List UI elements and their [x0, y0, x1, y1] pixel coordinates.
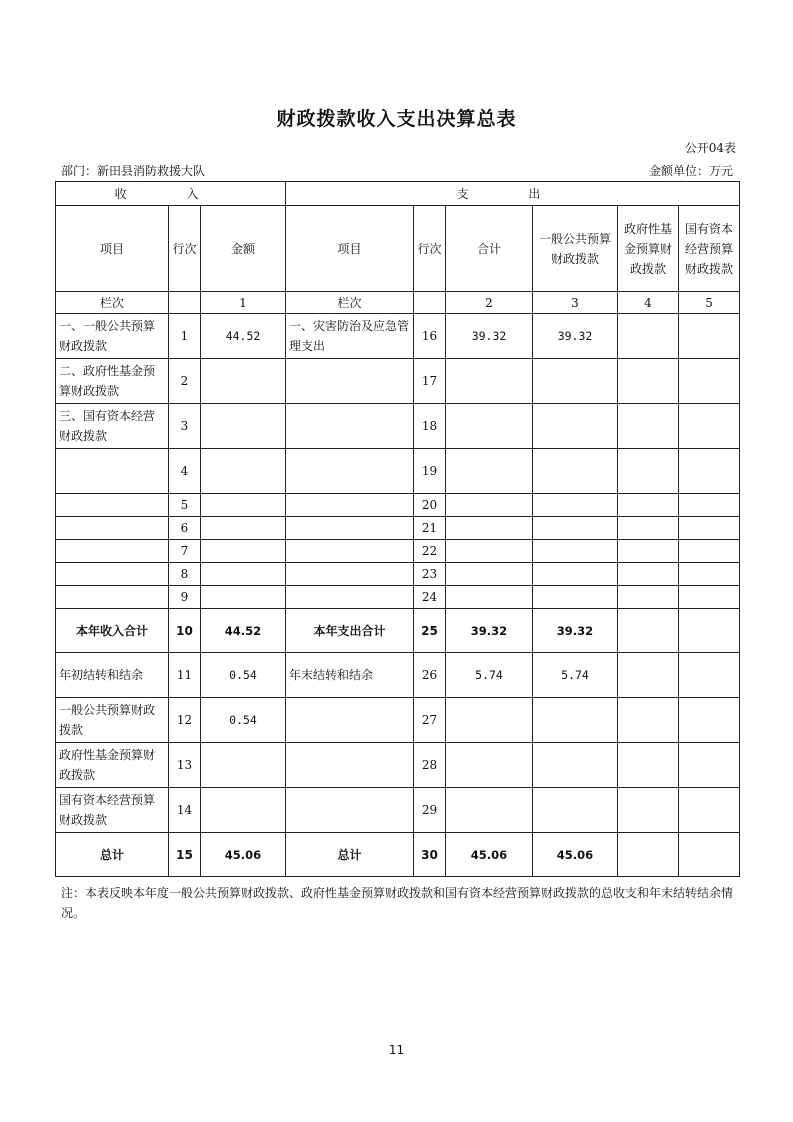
income-line-cell: 15 — [169, 833, 201, 877]
expense-item-cell — [286, 788, 414, 833]
expense-line-cell: 27 — [414, 698, 446, 743]
form-number: 公开04表 — [684, 141, 736, 155]
table-row — [56, 743, 740, 788]
expense-fund-cell — [618, 833, 679, 877]
col-header-state: 国有资本经营预算财政拨款 — [679, 206, 740, 292]
expense-total-cell — [446, 517, 533, 540]
expense-fund-cell — [618, 743, 679, 788]
expense-state-cell — [679, 359, 740, 404]
page-number: 11 — [388, 1043, 405, 1057]
expense-line-cell: 21 — [414, 517, 446, 540]
expense-fund-cell — [618, 540, 679, 563]
income-item-cell — [56, 517, 169, 540]
income-header — [56, 182, 286, 206]
expense-line-cell: 20 — [414, 494, 446, 517]
income-line-cell: 14 — [169, 788, 201, 833]
table-row — [56, 517, 740, 540]
table-row — [56, 833, 740, 877]
expense-state-cell — [679, 404, 740, 449]
income-line-cell: 8 — [169, 563, 201, 586]
table-row — [56, 563, 740, 586]
expense-total-cell — [446, 586, 533, 609]
expense-general-cell — [533, 563, 618, 586]
expense-item-cell — [286, 359, 414, 404]
income-line-cell: 2 — [169, 359, 201, 404]
index-blank — [169, 292, 201, 314]
expense-state-cell — [679, 494, 740, 517]
expense-general-cell — [533, 698, 618, 743]
col-header-line2: 行次 — [414, 206, 446, 292]
col-header-amount: 金额 — [201, 206, 286, 292]
index-label2: 栏次 — [286, 292, 414, 314]
income-line-cell: 10 — [169, 609, 201, 653]
department-label: 部门：新田县消防救援大队 — [61, 164, 206, 178]
expense-fund-cell — [618, 563, 679, 586]
col-header-item2: 项目 — [286, 206, 414, 292]
expense-state-cell — [679, 449, 740, 494]
expense-item-cell — [286, 404, 414, 449]
expense-general-cell — [533, 359, 618, 404]
table-row — [56, 359, 740, 404]
expense-fund-cell — [618, 517, 679, 540]
page-title: 财政拨款收入支出决算总表 — [276, 108, 517, 130]
expense-line-cell: 26 — [414, 653, 446, 698]
income-amount-cell: 0.54 — [201, 653, 286, 698]
expense-total-cell — [446, 743, 533, 788]
income-line-cell: 9 — [169, 586, 201, 609]
expense-fund-cell — [618, 586, 679, 609]
expense-state-cell — [679, 586, 740, 609]
expense-total-cell — [446, 563, 533, 586]
expense-total-cell — [446, 788, 533, 833]
income-amount-cell: 45.06 — [201, 833, 286, 877]
index-2: 2 — [446, 292, 533, 314]
expense-item-cell — [286, 563, 414, 586]
expense-general-cell — [533, 743, 618, 788]
income-item-cell: 三、国有资本经营财政拨款 — [56, 404, 169, 449]
expense-fund-cell — [618, 609, 679, 653]
expense-total-cell: 39.32 — [446, 314, 533, 359]
expense-general-cell — [533, 586, 618, 609]
expense-line-cell: 16 — [414, 314, 446, 359]
expense-general-cell — [533, 404, 618, 449]
expense-general-cell: 45.06 — [533, 833, 618, 877]
expense-state-cell — [679, 314, 740, 359]
income-item-cell: 本年收入合计 — [56, 609, 169, 653]
income-amount-cell — [201, 404, 286, 449]
expense-state-cell — [679, 517, 740, 540]
index-label: 栏次 — [56, 292, 169, 314]
col-header-fund: 政府性基金预算财政拨款 — [618, 206, 679, 292]
income-line-cell: 5 — [169, 494, 201, 517]
index-3: 3 — [533, 292, 618, 314]
income-line-cell: 7 — [169, 540, 201, 563]
income-amount-cell — [201, 788, 286, 833]
income-item-cell: 年初结转和结余 — [56, 653, 169, 698]
income-line-cell: 3 — [169, 404, 201, 449]
expense-fund-cell — [618, 359, 679, 404]
table-row — [56, 404, 740, 449]
index-blank2 — [414, 292, 446, 314]
expense-fund-cell — [618, 698, 679, 743]
expense-line-cell: 30 — [414, 833, 446, 877]
expense-item-cell: 本年支出合计 — [286, 609, 414, 653]
income-line-cell: 6 — [169, 517, 201, 540]
expense-general-cell — [533, 540, 618, 563]
expense-line-cell: 17 — [414, 359, 446, 404]
income-amount-cell — [201, 449, 286, 494]
expense-item-cell: 年末结转和结余 — [286, 653, 414, 698]
expense-header-text: 支 出 — [456, 186, 569, 201]
table-row — [56, 449, 740, 494]
expense-fund-cell — [618, 788, 679, 833]
income-item-cell — [56, 563, 169, 586]
expense-total-cell — [446, 540, 533, 563]
col-header-total: 合计 — [446, 206, 533, 292]
expense-state-cell — [679, 563, 740, 586]
income-item-cell: 政府性基金预算财政拨款 — [56, 743, 169, 788]
index-1: 1 — [201, 292, 286, 314]
table-row — [56, 609, 740, 653]
index-4: 4 — [618, 292, 679, 314]
expense-general-cell: 39.32 — [533, 314, 618, 359]
expense-item-cell: 一、灾害防治及应急管理支出 — [286, 314, 414, 359]
expense-general-cell — [533, 494, 618, 517]
expense-total-cell — [446, 404, 533, 449]
income-item-cell: 一般公共预算财政拨款 — [56, 698, 169, 743]
expense-total-cell — [446, 359, 533, 404]
expense-line-cell: 25 — [414, 609, 446, 653]
expense-item-cell — [286, 517, 414, 540]
expense-line-cell: 18 — [414, 404, 446, 449]
expense-general-cell — [533, 449, 618, 494]
income-item-cell — [56, 449, 169, 494]
expense-fund-cell — [618, 494, 679, 517]
expense-state-cell — [679, 743, 740, 788]
income-line-cell: 11 — [169, 653, 201, 698]
income-amount-cell — [201, 563, 286, 586]
expense-general-cell: 39.32 — [533, 609, 618, 653]
expense-item-cell — [286, 743, 414, 788]
col-header-item: 项目 — [56, 206, 169, 292]
index-5: 5 — [679, 292, 740, 314]
expense-total-cell: 39.32 — [446, 609, 533, 653]
table-row — [56, 586, 740, 609]
table-note: 注：本表反映本年度一般公共预算财政拨款、政府性基金预算财政拨款和国有资本经营预算财政拨款的总收支和年末结转结余情况。 — [61, 886, 734, 920]
income-amount-cell — [201, 517, 286, 540]
col-header-line: 行次 — [169, 206, 201, 292]
expense-item-cell — [286, 540, 414, 563]
expense-state-cell — [679, 653, 740, 698]
income-item-cell — [56, 540, 169, 563]
expense-item-cell — [286, 449, 414, 494]
income-header-text: 收 入 — [114, 186, 227, 201]
income-amount-cell — [201, 540, 286, 563]
income-item-cell — [56, 494, 169, 517]
col-header-general: 一般公共预算财政拨款 — [533, 206, 618, 292]
income-item-cell: 国有资本经营预算财政拨款 — [56, 788, 169, 833]
expense-item-cell — [286, 494, 414, 517]
expense-general-cell — [533, 788, 618, 833]
expense-state-cell — [679, 540, 740, 563]
expense-general-cell: 5.74 — [533, 653, 618, 698]
expense-fund-cell — [618, 449, 679, 494]
amount-unit-label: 金额单位：万元 — [648, 164, 733, 178]
table-row — [56, 788, 740, 833]
expense-header — [286, 182, 740, 206]
income-amount-cell — [201, 743, 286, 788]
expense-state-cell — [679, 609, 740, 653]
expense-line-cell: 19 — [414, 449, 446, 494]
expense-line-cell: 22 — [414, 540, 446, 563]
expense-fund-cell — [618, 314, 679, 359]
income-amount-cell — [201, 586, 286, 609]
income-line-cell: 12 — [169, 698, 201, 743]
expense-line-cell: 24 — [414, 586, 446, 609]
income-amount-cell: 0.54 — [201, 698, 286, 743]
table-row — [56, 653, 740, 698]
income-amount-cell: 44.52 — [201, 609, 286, 653]
income-line-cell: 1 — [169, 314, 201, 359]
expense-item-cell: 总计 — [286, 833, 414, 877]
expense-state-cell — [679, 833, 740, 877]
income-amount-cell: 44.52 — [201, 314, 286, 359]
expense-fund-cell — [618, 404, 679, 449]
income-item-cell: 二、政府性基金预算财政拨款 — [56, 359, 169, 404]
income-item-cell: 总计 — [56, 833, 169, 877]
expense-line-cell: 28 — [414, 743, 446, 788]
expense-line-cell: 29 — [414, 788, 446, 833]
expense-state-cell — [679, 788, 740, 833]
expense-fund-cell — [618, 653, 679, 698]
expense-line-cell: 23 — [414, 563, 446, 586]
expense-general-cell — [533, 517, 618, 540]
income-item-cell — [56, 586, 169, 609]
table-row — [56, 540, 740, 563]
budget-summary-table — [55, 181, 740, 877]
table-row — [56, 314, 740, 359]
expense-total-cell — [446, 494, 533, 517]
income-amount-cell — [201, 359, 286, 404]
expense-item-cell — [286, 698, 414, 743]
expense-total-cell — [446, 698, 533, 743]
expense-total-cell: 5.74 — [446, 653, 533, 698]
expense-state-cell — [679, 698, 740, 743]
income-item-cell: 一、一般公共预算财政拨款 — [56, 314, 169, 359]
expense-total-cell: 45.06 — [446, 833, 533, 877]
table-row — [56, 494, 740, 517]
income-line-cell: 13 — [169, 743, 201, 788]
income-line-cell: 4 — [169, 449, 201, 494]
expense-total-cell — [446, 449, 533, 494]
expense-item-cell — [286, 586, 414, 609]
table-row — [56, 698, 740, 743]
income-amount-cell — [201, 494, 286, 517]
